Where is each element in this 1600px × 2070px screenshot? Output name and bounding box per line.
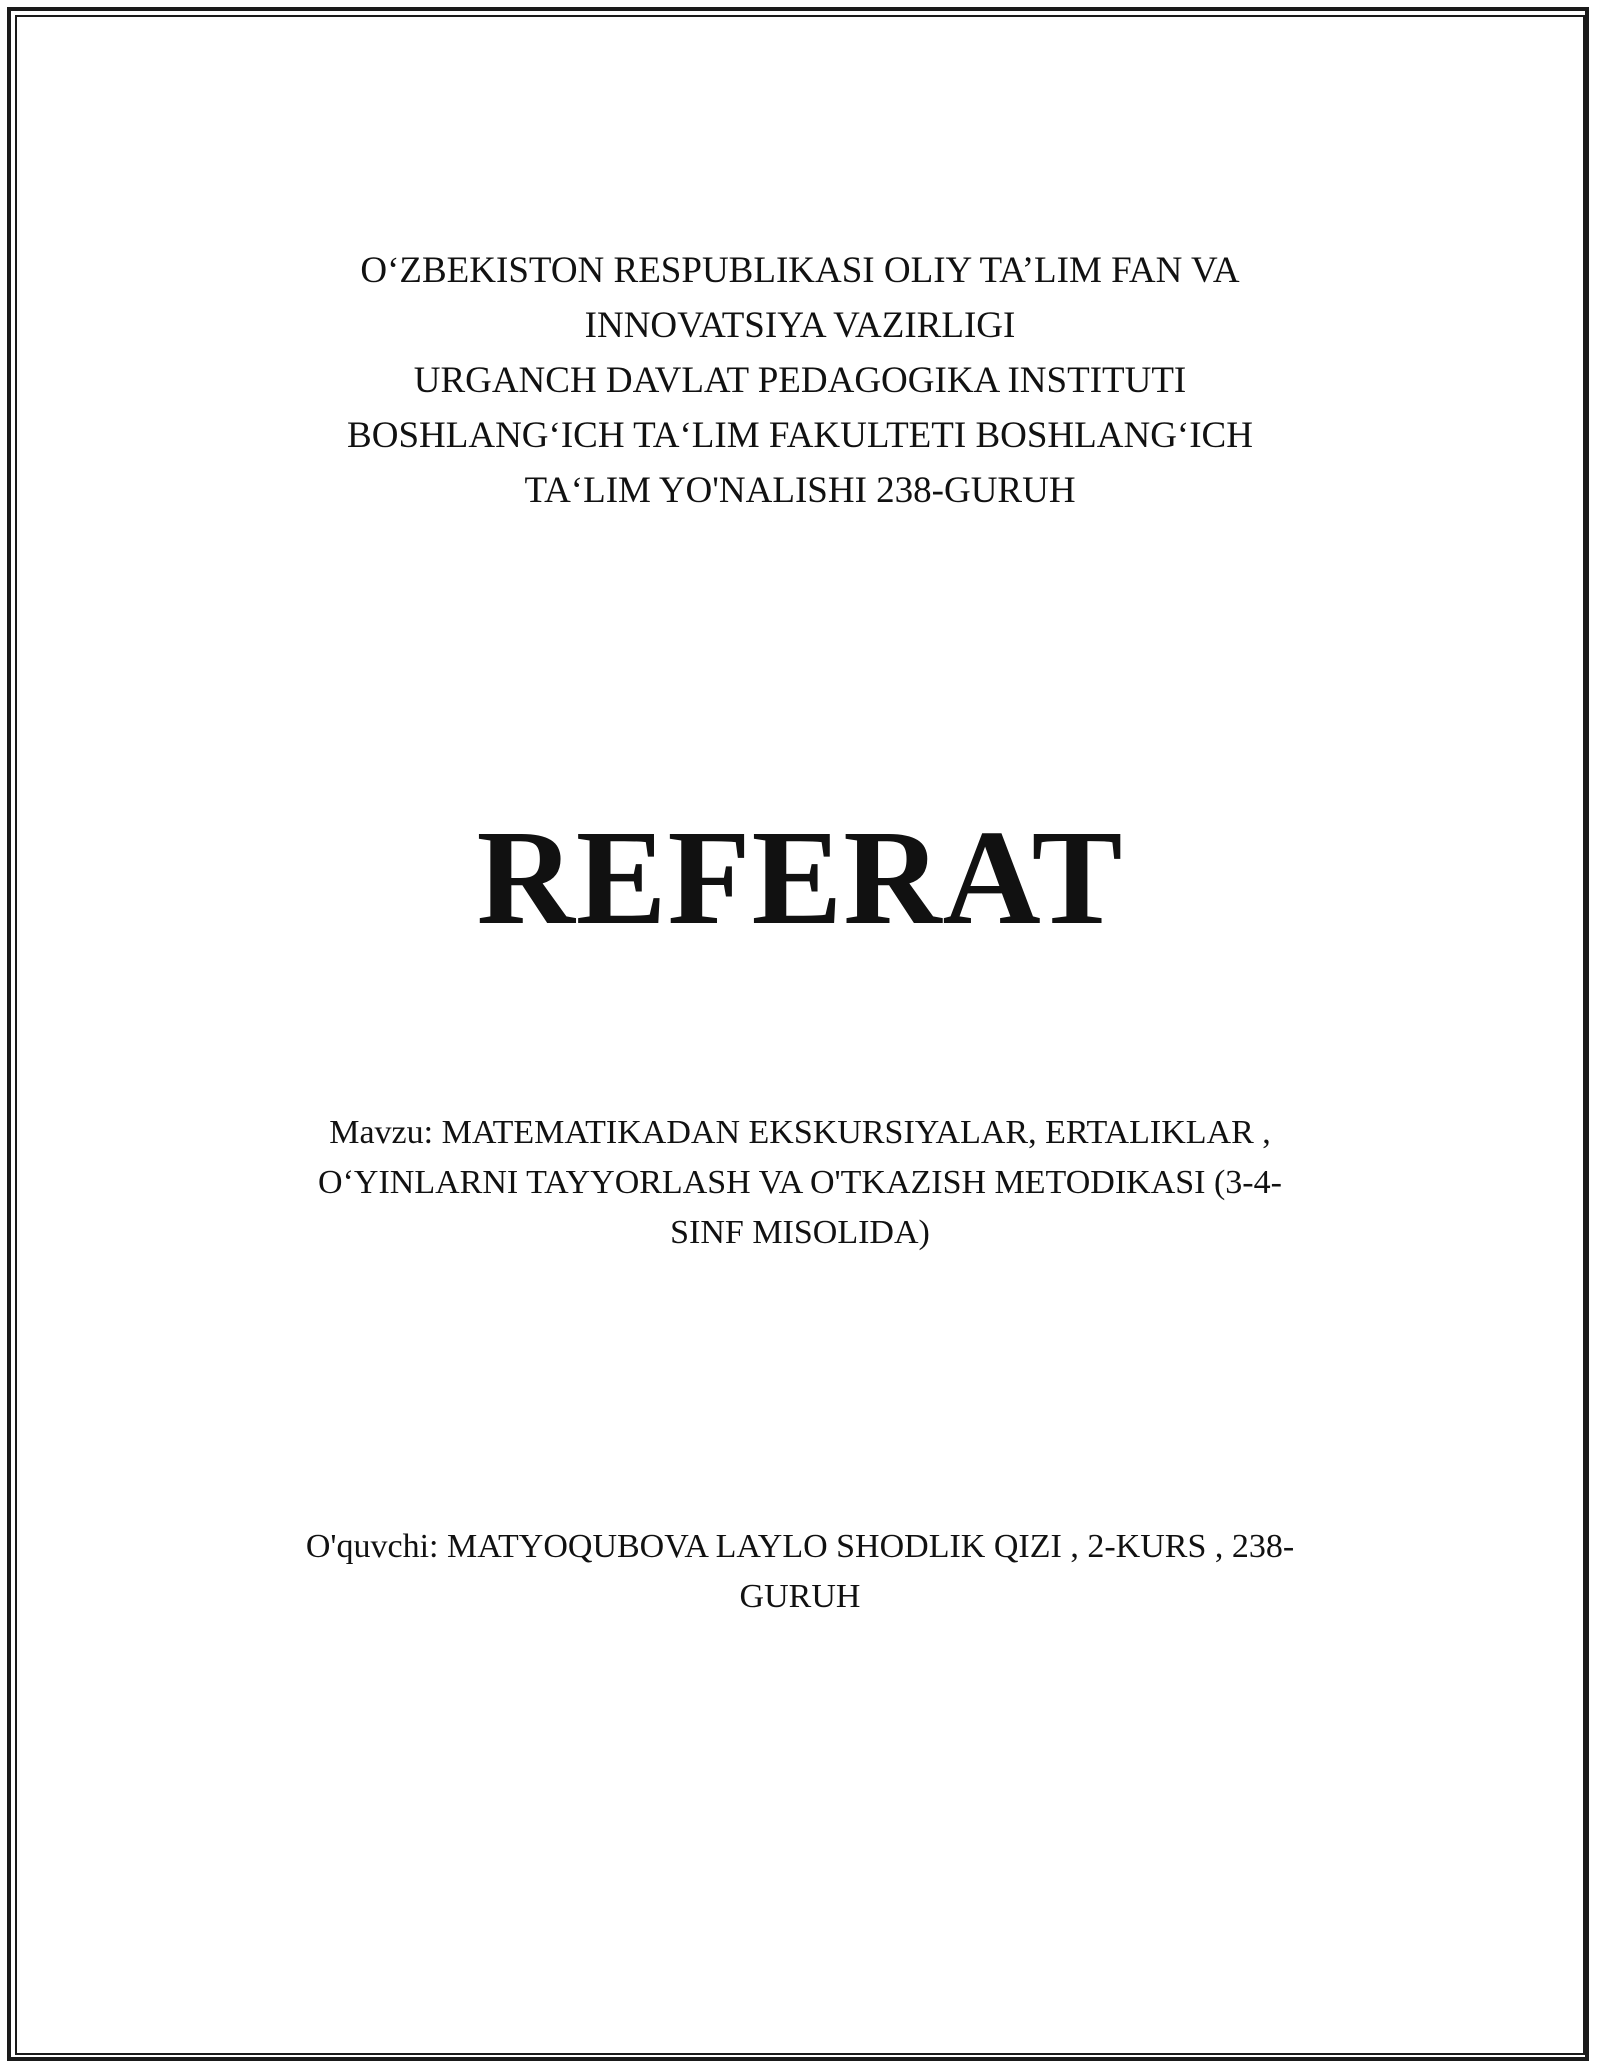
header-line-group: TA‘LIM YO'NALISHI 238-GURUH [524,470,1076,511]
header-line-ministry-2: INNOVATSIYA VAZIRLIGI [584,305,1016,346]
student-section [0,1522,1600,1622]
header-line-institute: URGANCH DAVLAT PEDAGOGIKA INSTITUTI [413,360,1187,401]
topic-line-2: O‘YINLARNI TAYYORLASH VA O'TKAZISH METODIKASI (3-4- [318,1164,1282,1201]
header-line-faculty: BOSHLANG‘ICH TA‘LIM FAKULTETI BOSHLANG‘ICH [347,415,1253,456]
document-title: REFERAT [476,803,1124,953]
student-line-2: GURUH [739,1578,861,1615]
topic-line-1: Mavzu: MATEMATIKADAN EKSKURSIYALAR, ERTALIKLAR , [329,1114,1271,1151]
header-line-ministry-1: O‘ZBEKISTON RESPUBLIKASI OLIY TA’LIM FAN VA [360,250,1240,291]
institution-header [0,243,1600,518]
student-line-1: O'quvchi: MATYOQUBOVA LAYLO SHODLIK QIZI , 2-KURS , 238- [305,1528,1295,1565]
topic-line-3: SINF MISOLIDA) [670,1214,930,1251]
topic-section [0,1108,1600,1258]
